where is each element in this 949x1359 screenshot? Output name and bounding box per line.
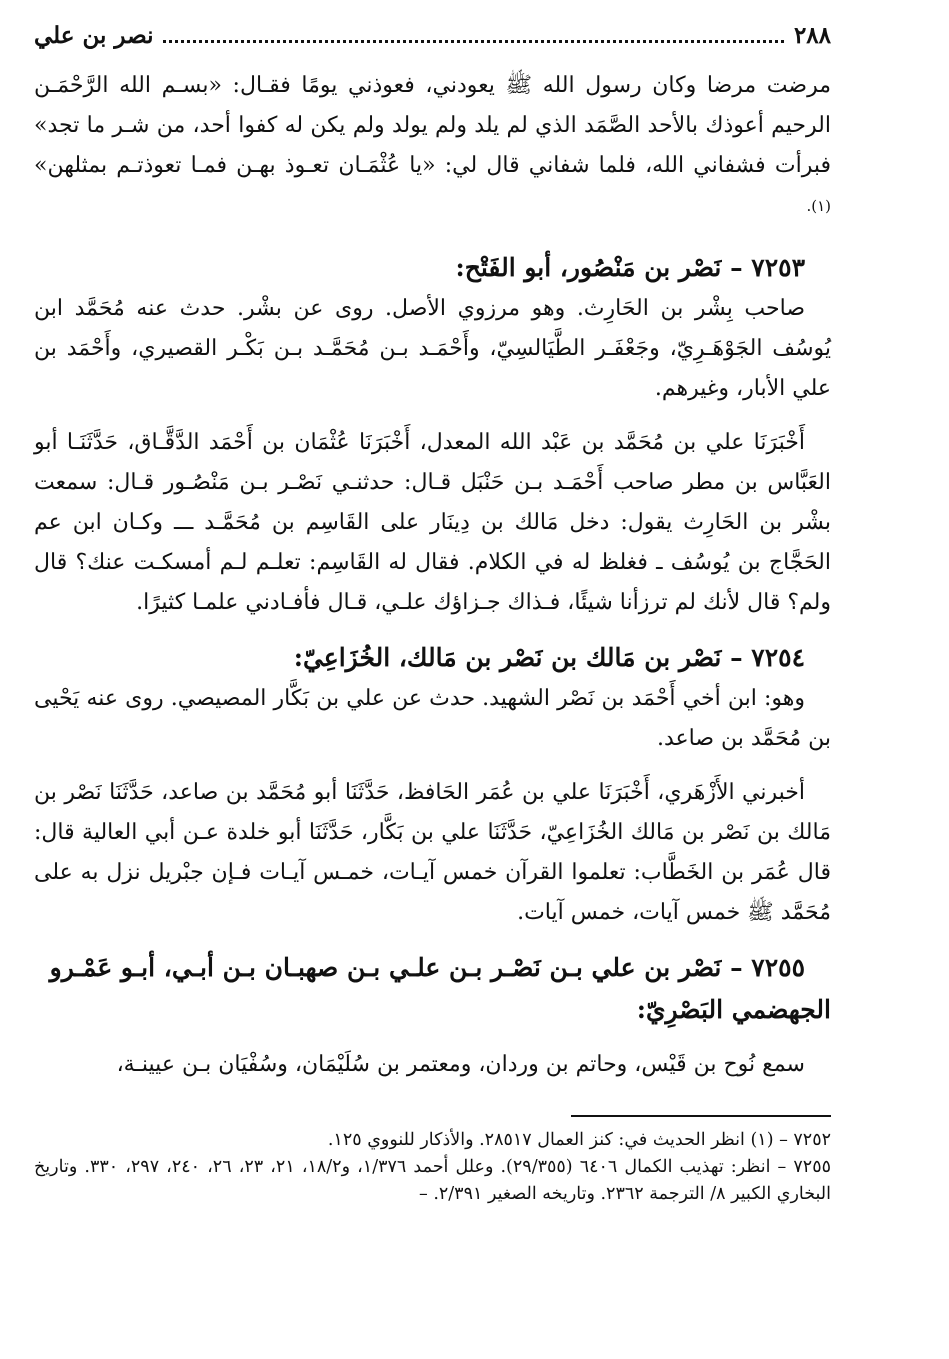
entry-bio-7255: سمع نُوح بن قَيْس، وحاتم بن وردان، ومعتمر بن سُلَيْمَان، وسُفْيَان بـن عيينـة، — [116, 1052, 805, 1078]
entry-bio-7253: صاحب بِشْر بن الحَارِث. وهو مرزوي الأصل. روى عن بشْر. حدث عنه مُحَمَّد ابن يُوسُف الجَوْهَـرِيّ، وجَعْفَـر الطَّيَالسِيّ، وأَحْمَـد بـن مُحَمَّـد بـن بَكْـر القصيري، وأَحْمَد بن علي الأبار، وغيرهم. — [34, 296, 831, 402]
intro-paragraph — [34, 66, 831, 233]
page-header — [34, 22, 831, 66]
entry-heading-7255: ٧٢٥٥ – نَصْر بن علي بـن نَصْـر بـن علـي بـن صهبـان بـن أبـي، أبـو عَمْـرو الجهضمي البَصْرِيّ: — [49, 953, 831, 1025]
footnote-7252: ٧٢٥٢ – (١) انظر الحديث في: كنز العمال ٢٨٥١٧. والأذكار للنووي ١٢٥. — [327, 1130, 831, 1151]
book-page — [34, 22, 831, 1208]
entry-isnad-7254: أخبرني الأَزْهَري، أَخْبَرَنَا علي بن عُمَر الحَافظ، حَدَّثَنَا أبو مُحَمَّد بن صاعد، حَدَّثَنَا نَصْر بن مَالك بن نَصْر بن مَالك الخُزَاعِيّ، حَدَّثَنَا علي بن بَكَّار، حَدَّثَنَا أبو خلدة عـن أبي العالية قال: قال عُمَر بن الخَطَّاب: تعلموا القرآن خمس آيـات، خمـس آيـات فـإن جبْريل نزل به على مُحَمَّد ﷺ خمس آيات، خمس آيات. — [34, 780, 831, 926]
page-number: ٢٨٨ — [793, 22, 831, 49]
running-title: نصر بن علي — [34, 22, 154, 49]
footnote-separator — [571, 1115, 831, 1117]
header-dotted-leader — [163, 40, 783, 43]
intro-text: مرضت مرضا وكان رسول الله ﷺ يعودني، فعوذني يومًا فقـال: «بسـم الله الرَّحْمَـن الرحيم أعوذك بالأحد الصَّمَد الذي لم يلد ولم يولد ولم يكن له كفوا أحد، من شـر ما تجد» فبرأت فشفاني الله، فلما شفاني قال لي: «يا عُثْمَـان تعـوذ بهـن فمـا تعوذتـم بمثلهن» — [34, 73, 831, 178]
entry-heading-7254: ٧٢٥٤ – نَصْر بن مَالك بن نَصْر بن مَالك، الخُزَاعِيّ: — [293, 643, 805, 673]
entry-bio-7254: وهو: ابن أخي أَحْمَد بن نَصْر الشهيد. حدث عن علي بن بَكَّار المصيصي. روى عنه يَحْيى بن مُحَمَّد بن صاعد. — [34, 686, 831, 752]
entry-heading-7253: ٧٢٥٣ – نَصْر بن مَنْصُور، أبو الفَتْح: — [455, 253, 805, 283]
entry-isnad-7253: أَخْبَرَنَا علي بن مُحَمَّد بن عَبْد الله المعدل، أَخْبَرَنَا عُثْمَان بن أَحْمَد الدَّقَّـاق، حَدَّثَنَـا أبو العَبَّاس بن مطر صاحب أَحْمَـد بـن حَنْبَل قـال: حدثنـي نَصْـر بـن مَنْصُـور قـال: سمعت بشْر بن الحَارِث يقول: دخل مَالك بن دِينَار على القَاسِم بن مُحَمَّـد ـــ وكـان ابن عم الحَجَّاج بن يُوسُف ـ فغلظ له في الكلام. فقال له القَاسِم: تعلـم لـم أمسكـت عنك؟ قال ولم؟ قال لأنك لم ترزأنا شيئًا، فـذاك جـزاؤك علـي، قـال فأفـادني علمـا كثيرًا. — [34, 430, 831, 616]
footnote-7255: ٧٢٥٥ – انظر: تهذيب الكمال ٦٤٠٦ (٢٩/٣٥٥). وعلل أحمد ١/٣٧٦، و١٨/٢، ٢١، ٢٣، ٢٦، ٢٤٠، ٢٩٧، ٣٣٠. وتاريخ البخاري الكبير ٨/ الترجمة ٢٣٦٢. وتاريخه الصغير ٢/٣٩١. – — [34, 1157, 831, 1205]
footnote-marker: (١). — [806, 197, 831, 215]
